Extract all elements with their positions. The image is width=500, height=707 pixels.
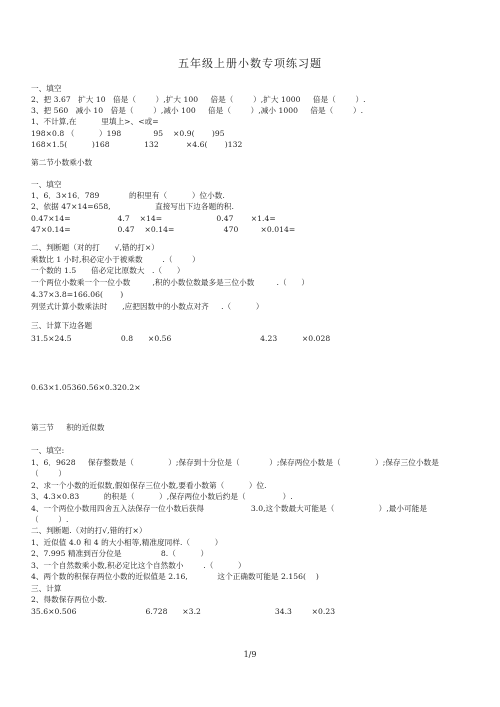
question-line: （ ）. (31, 515, 69, 524)
document-title: 五年级上册小数专项练习题 (178, 57, 322, 70)
question-line: 4.37×3.8=166.06( ) (31, 290, 124, 299)
question-line: 1、不计算,在 里填上>、<或= (31, 117, 159, 126)
question-line: 1、近似值 4.0 和 4 的大小相等,精准度同样.（ ） (31, 538, 223, 547)
question-line: 31.5×24.5 0.8 ×0.56 4.23 ×0.028 (31, 334, 331, 343)
section-heading-true-false: 二、判断题.（对的打√,错的打×） (31, 526, 147, 535)
question-line: （ ） (31, 469, 66, 478)
question-line: 3、4.3×0.83 的积是（ ）,保存两位小数后约是（ ）. (31, 492, 293, 501)
question-line: 乘数比 1 小时,积必定小于被乘数 .（ ） (31, 255, 200, 264)
section-heading-calculate: 三、计算下边各题 (31, 321, 93, 330)
question-line: 3、把 560 减小 10 倍是（ ）,减小 100 倍是（ ）,减小 1000 倍是（ ）. (31, 106, 364, 115)
section-heading-fill-blank: 一、填空 (31, 84, 62, 93)
question-line: 35.6×0.506 6.728 ×3.2 34.3 ×0.23 (31, 607, 336, 616)
page-number: 1/9 (243, 650, 257, 659)
question-line: 1、6．9628 保存整数是（ ）;保存到十分位是（ ）;保存两位小数是（ ）;保存三位小数是 (31, 458, 439, 467)
section-heading-calculate: 三、计算 (31, 584, 62, 593)
question-line: 2、得数保存两位小数. (31, 595, 108, 604)
question-line: 2、7.995 精准到百分位是 8.（ ） (31, 549, 209, 558)
section-heading-lesson-2: 第二节小数乘小数 (31, 158, 93, 167)
question-line: 列竖式计算小数乘法时 ,应把因数中的小数点对齐 .（ ） (31, 302, 264, 311)
section-heading-lesson-3: 第三节 积的近似数 (31, 423, 105, 432)
section-heading-fill-blank: 一、填空 (31, 180, 62, 189)
question-line: 2、求一个小数的近似数,假如保存三位小数,要看小数第（ ）位. (31, 481, 267, 490)
question-line: 198×0.8 （ ）198 95 ×0.9( )95 (31, 129, 225, 138)
question-line: 一个两位小数乘一个一位小数 ,积的小数位数最多是三位小数 .（ ） (31, 278, 310, 287)
section-heading-true-false: 二、判断题（对的打 √,错的打×） (31, 243, 159, 252)
section-heading-fill-blank: 一、填空: (31, 446, 65, 455)
question-line: 4、两个数的积保存两位小数的近似值是 2.16, 这个正确数可能是 2.156( ) (31, 572, 319, 581)
question-line: 一个数的 1.5 倍必定比原数大 .（ ） (31, 266, 185, 275)
question-line: 0.63×1.05360.56×0.320.2× (31, 383, 141, 392)
question-line: 47×0.14= 0.47 ×0.14= 470 ×0.014= (31, 225, 296, 234)
question-line: 3、一个自然数乘小数,积必定比这个自然数小 .（ ） (31, 561, 246, 570)
question-line: 2、依据 47×14=658, 直接写出下边各题的积. (31, 202, 234, 211)
question-line: 4、一个两位小数用四舍五入法保存一位小数后获得 3.0,这个数最大可能是（ ）,最小可能是 (31, 504, 428, 513)
question-line: 0.47×14= 4.7 ×14= 0.47 ×1.4= (31, 214, 276, 223)
question-line: 1、6．3×16．789 的积里有（ ）位小数. (31, 191, 225, 200)
question-line: 2、把 3.67 扩大 10 倍是（ ）,扩大 100 倍是（ ）,扩大 1000 倍是（ ）. (31, 95, 366, 104)
question-line: 168×1.5( )168 132 ×4.6( )132 (31, 140, 243, 149)
